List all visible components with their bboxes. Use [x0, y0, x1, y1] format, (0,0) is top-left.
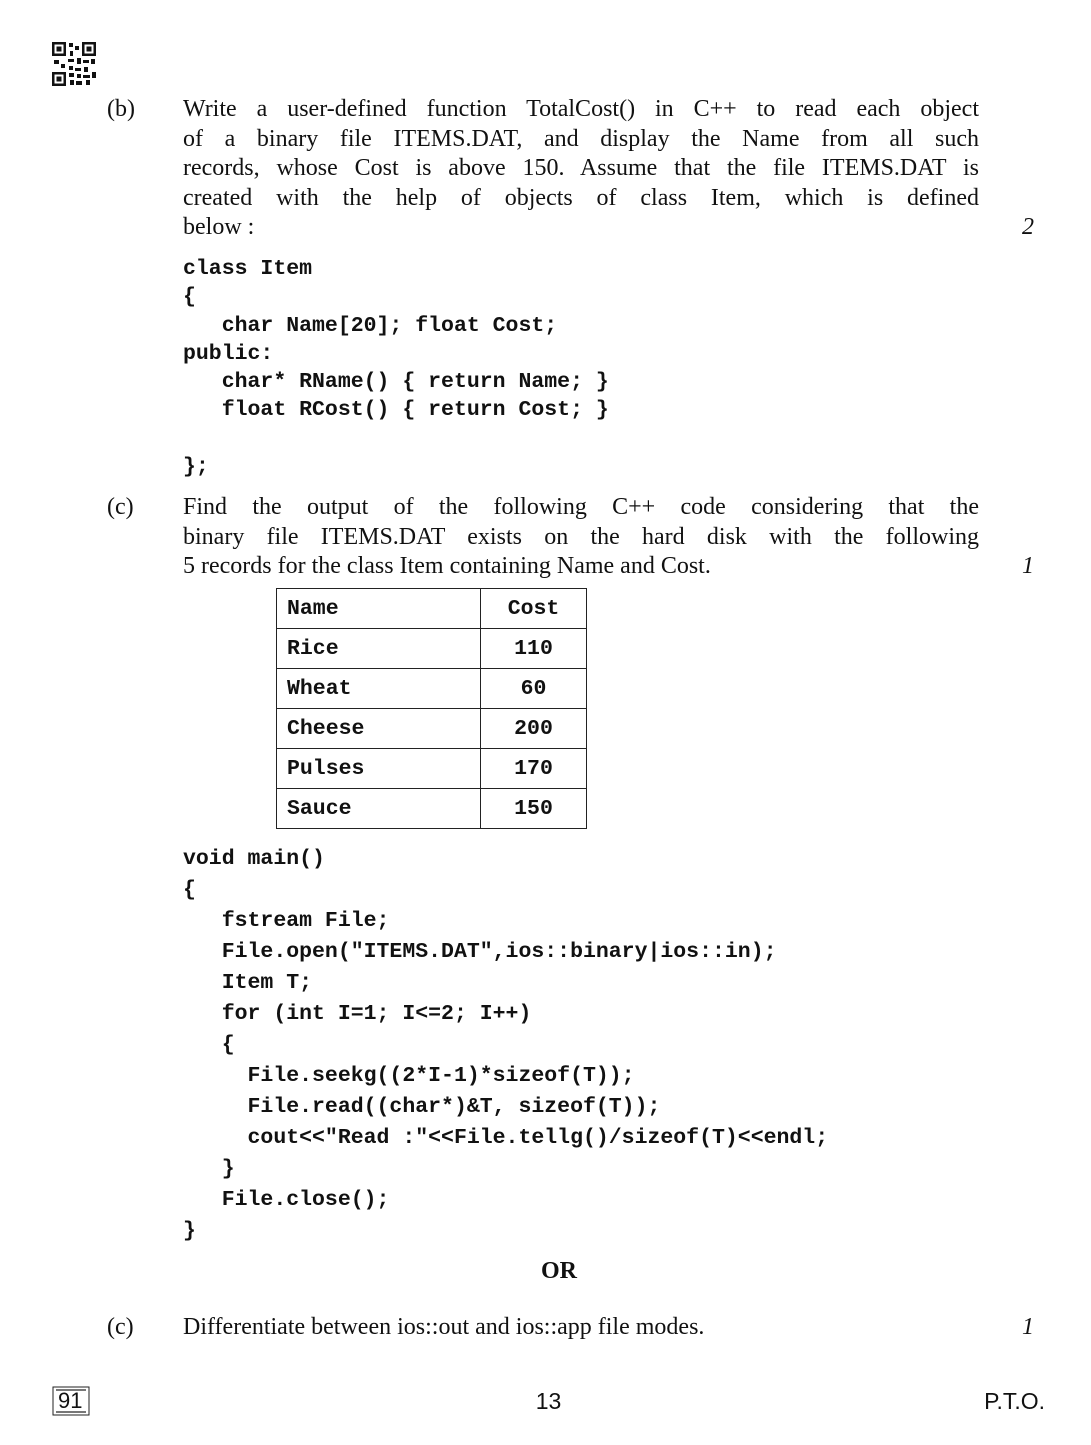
- qr-code-icon: [52, 42, 96, 86]
- question-c-line: binary file ITEMS.DAT exists on the hard disk with the following: [183, 523, 979, 550]
- table-row: [277, 669, 587, 709]
- table-row: [277, 629, 587, 669]
- table-cell-name: Rice: [277, 629, 481, 669]
- code-block-class-item: class Item { char Name[20]; float Cost; public: char* RName() { return Name; } float RCost() { return Cost; } };: [183, 257, 609, 480]
- pto-label: P.T.O.: [984, 1388, 1045, 1414]
- question-c-text: [183, 493, 979, 582]
- table-cell-cost: 150: [481, 789, 587, 829]
- question-c-line: 5 records for the class Item containing Name and Cost.: [183, 553, 711, 579]
- table-cell-name: Pulses: [277, 749, 481, 789]
- table-row: [277, 749, 587, 789]
- or-separator: OR: [541, 1258, 577, 1284]
- question-b-marks: 2: [1022, 214, 1034, 240]
- table-cell-cost: 60: [481, 669, 587, 709]
- question-b-text: [183, 95, 979, 243]
- question-c-alt-label: (c): [107, 1314, 134, 1340]
- table-cell-cost: 170: [481, 749, 587, 789]
- table-header-row: [277, 589, 587, 629]
- question-c-line: Find the output of the following C++ code considering that the: [183, 494, 979, 520]
- question-b-line: Write a user-defined function TotalCost() in C++ to read each object: [183, 96, 979, 122]
- page-number: 13: [535, 1388, 562, 1414]
- table-row: [277, 709, 587, 749]
- table-header-cost: Cost: [481, 589, 587, 629]
- items-table: [276, 588, 587, 829]
- question-b-line: records, whose Cost is above 150. Assume that the file ITEMS.DAT is: [183, 155, 979, 181]
- table-cell-name: Wheat: [277, 669, 481, 709]
- question-c-label: (c): [107, 494, 134, 520]
- question-c-alt-marks: 1: [1022, 1314, 1034, 1340]
- question-c-alt-text: Differentiate between ios::out and ios::app file modes.: [183, 1314, 705, 1340]
- table-cell-cost: 200: [481, 709, 587, 749]
- question-b-line: below :: [183, 214, 255, 240]
- question-b-label: (b): [107, 96, 135, 122]
- question-c-marks: 1: [1022, 553, 1034, 579]
- table-cell-name: Cheese: [277, 709, 481, 749]
- code-block-main: void main() { fstream File; File.open("ITEMS.DAT",ios::binary|ios::in); Item T; for (int I=1; I<=2; I++) { File.seekg((2*I-1)*sizeof(T)); File.read((char*)&T, sizeof(T)); cout<<"Read :"<<File.tellg()/sizeof(T)<<endl; } File.close(); }: [183, 847, 829, 1243]
- table-header-name: Name: [277, 589, 481, 629]
- paper-code: 91: [58, 1388, 83, 1413]
- table-row: [277, 789, 587, 829]
- question-b-line: of a binary file ITEMS.DAT, and display the Name from all such: [183, 125, 979, 152]
- table-cell-name: Sauce: [277, 789, 481, 829]
- table-cell-cost: 110: [481, 629, 587, 669]
- question-b-line: created with the help of objects of class Item, which is defined: [183, 184, 979, 211]
